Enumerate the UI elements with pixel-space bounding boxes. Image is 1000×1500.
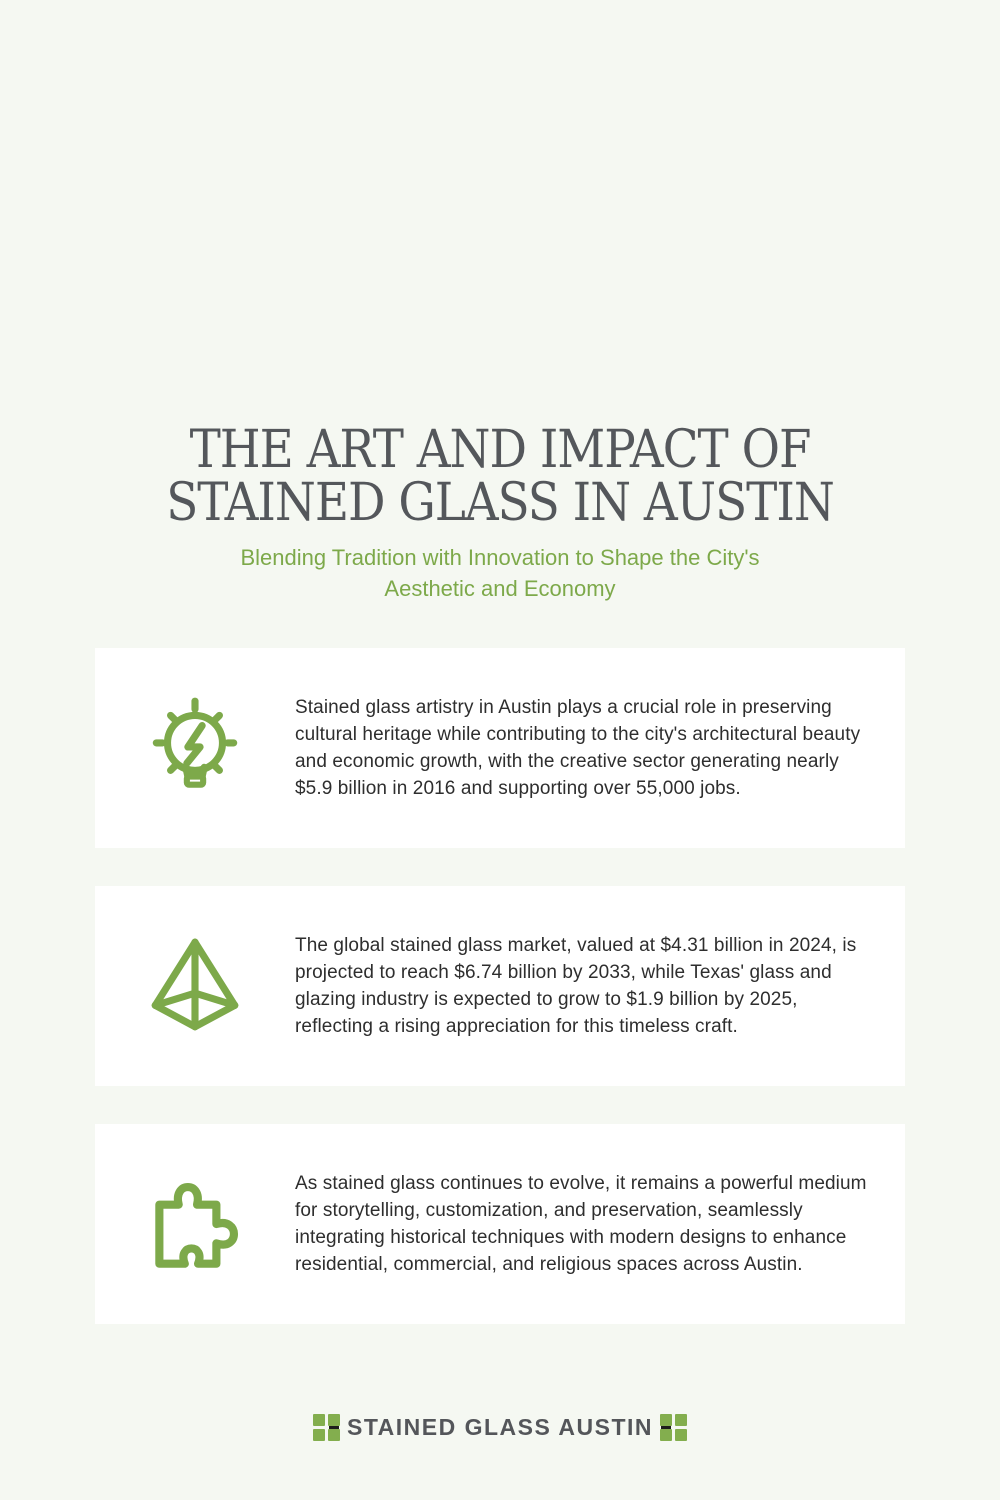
page-title xyxy=(0,420,1000,534)
pyramid-icon xyxy=(95,930,295,1042)
puzzle-piece-icon xyxy=(95,1168,295,1280)
header xyxy=(0,0,1000,604)
lightbulb-idea-icon xyxy=(95,692,295,804)
card-text-heritage: Stained glass artistry in Austin plays a crucial role in preserving cultural heritage while contributing to the city's architectural beauty and economic growth, with the creative sector generating nearly $5.9 billion in 2016 and supporting over 55,000 jobs. xyxy=(295,697,861,800)
stained-glass-window-icon xyxy=(660,1414,687,1441)
info-card-future xyxy=(95,1124,905,1324)
page-subtitle: Blending Tradition with Innovation to Shape the City's Aesthetic and Economy xyxy=(240,545,760,602)
footer-logo xyxy=(0,1414,1000,1441)
page-title-line1: THE ART AND IMPACT OF xyxy=(189,420,811,480)
info-cards xyxy=(95,648,905,1324)
card-text-market: The global stained glass market, valued at $4.31 billion in 2024, is projected to reach $6.74 billion by 2033, while Texas' glass and glazing industry is expected to grow to $1.9 billion by 2025, reflecting a rising appreciation for this timeless craft. xyxy=(295,935,857,1038)
stained-glass-window-icon xyxy=(313,1414,340,1441)
card-text-future: As stained glass continues to evolve, it remains a powerful medium for storytelling, customization, and preservation, seamlessly integrating historical techniques with modern designs to enhance residential, commercial, and religious spaces across Austin. xyxy=(295,1173,867,1276)
info-card-heritage xyxy=(95,648,905,848)
page-title-line2: STAINED GLASS IN AUSTIN xyxy=(166,473,834,534)
brand-name: STAINED GLASS AUSTIN xyxy=(346,1414,653,1441)
info-card-market xyxy=(95,886,905,1086)
